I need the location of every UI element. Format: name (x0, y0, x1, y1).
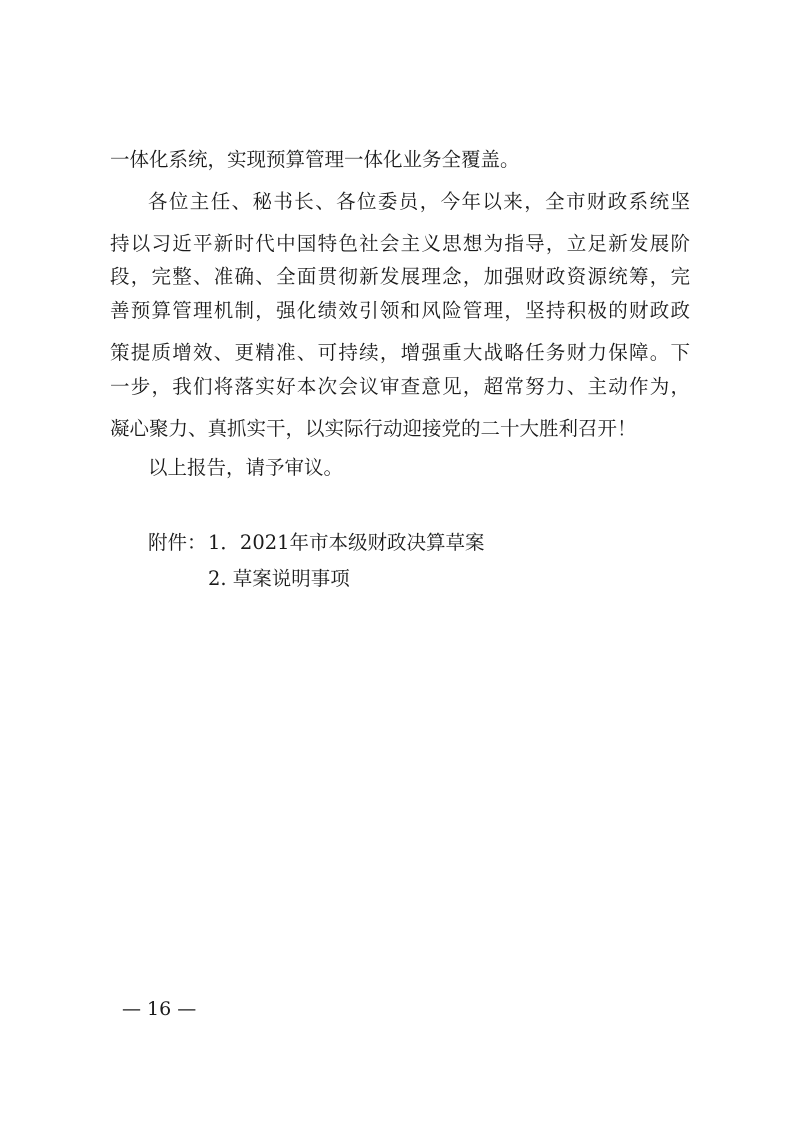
attachment-item: 2. 草案说明事项 (208, 567, 350, 590)
attachment-item: 1．2021年市本级财政决算草案 (208, 531, 485, 554)
page-number: — 16 — (122, 998, 197, 1020)
body-text-line: 凝心聚力、真抓实干，以实际行动迎接党的二十大胜利召开！ (110, 417, 637, 440)
body-text-line: 策提质增效、更精准、可持续，增强重大战略任务财力保障。下 (110, 341, 690, 364)
body-text-line: 善预算管理机制，强化绩效引领和风险管理，坚持积极的财政政 (110, 299, 690, 322)
body-text-line: 以上报告，请予审议。 (148, 456, 344, 479)
attachments-label: 附件： (148, 531, 207, 554)
body-text-line: 一步，我们将落实好本次会议审查意见，超常努力、主动作为， (110, 375, 690, 398)
body-text-line: 段，完整、准确、全面贯彻新发展理念，加强财政资源统筹，完 (110, 265, 690, 288)
body-text-line: 持以习近平新时代中国特色社会主义思想为指导，立足新发展阶 (110, 232, 690, 255)
body-text-line: 各位主任、秘书长、各位委员，今年以来，全市财政系统坚 (148, 190, 690, 213)
body-text-line: 一体化系统，实现预算管理一体化业务全覆盖。 (110, 148, 520, 171)
